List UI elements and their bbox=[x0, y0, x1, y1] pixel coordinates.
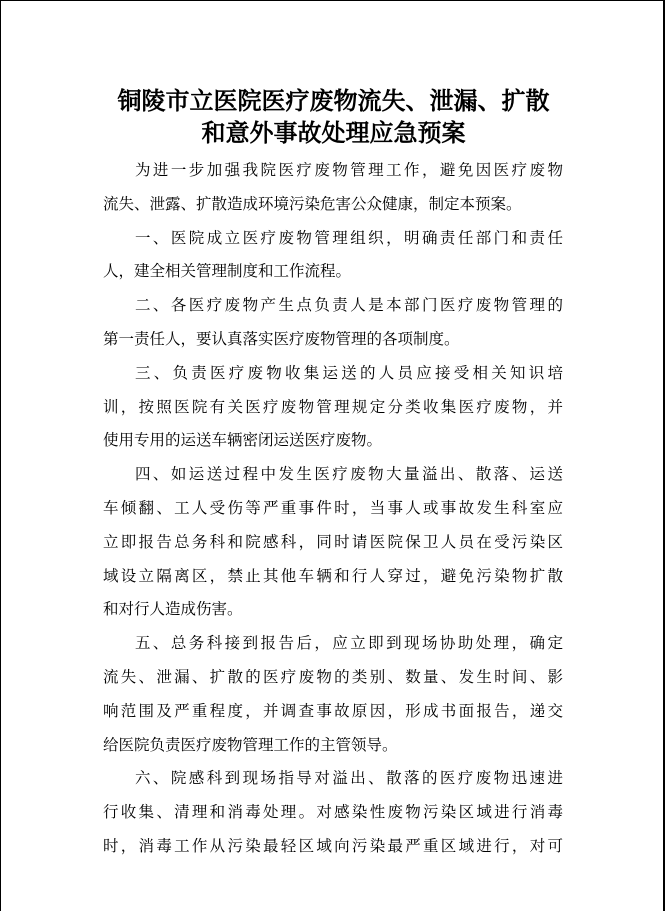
body-line: 一、医院成立医疗废物管理组织，明确责任部门和责任 bbox=[135, 228, 563, 247]
body-line: 三、负责医疗废物收集运送的人员应接受相关知识培 bbox=[135, 363, 563, 382]
body-line: 二、各医疗废物产生点负责人是本部门医疗废物管理的 bbox=[135, 296, 563, 315]
body-line: 车倾翻、工人受伤等严重事件时，当事人或事故发生科室应 bbox=[103, 498, 563, 517]
body-line: 使用专用的运送车辆密闭运送医疗废物。 bbox=[103, 431, 383, 450]
document-title-line-2: 和意外事故处理应急预案 bbox=[201, 118, 466, 147]
body-line: 为进一步加强我院医疗废物管理工作，避免因医疗废物 bbox=[135, 161, 563, 179]
body-line: 六、院感科到现场指导对溢出、散落的医疗废物迅速进 bbox=[135, 769, 563, 788]
body-line: 第一责任人，要认真落实医疗废物管理的各项制度。 bbox=[103, 329, 460, 348]
document-title-line-1: 铜陵市立医院医疗废物流失、泄漏、扩散 bbox=[117, 86, 550, 115]
body-line: 五、总务科接到报告后，应立即到现场协助处理，确定 bbox=[135, 634, 563, 653]
body-line: 响范围及严重程度，并调查事故原因，形成书面报告，递交 bbox=[103, 701, 563, 720]
body-line: 时，消毒工作从污染最轻区域向污染最严重区域进行，对可 bbox=[103, 836, 563, 855]
body-line: 给医院负责医疗废物管理工作的主管领导。 bbox=[103, 735, 398, 754]
body-line: 人，建全相关管理制度和工作流程。 bbox=[103, 262, 352, 281]
body-line: 训，按照医院有关医疗废物管理规定分类收集医疗废物，并 bbox=[103, 397, 563, 416]
body-line: 域设立隔离区，禁止其他车辆和行人穿过，避免污染物扩散 bbox=[103, 566, 563, 585]
document-body bbox=[103, 154, 563, 864]
body-line: 立即报告总务科和院感科，同时请医院保卫人员在受污染区 bbox=[103, 532, 563, 551]
body-line: 行收集、清理和消毒处理。对感染性废物污染区域进行消毒 bbox=[103, 803, 563, 822]
body-line: 流失、泄露、扩散造成环境污染危害公众健康，制定本预案。 bbox=[103, 194, 522, 213]
body-line: 流失、泄漏、扩散的医疗废物的类别、数量、发生时间、影 bbox=[103, 667, 563, 686]
body-line: 和对行人造成伤害。 bbox=[103, 600, 243, 619]
body-line: 四、如运送过程中发生医疗废物大量溢出、散落、运送 bbox=[135, 465, 563, 484]
